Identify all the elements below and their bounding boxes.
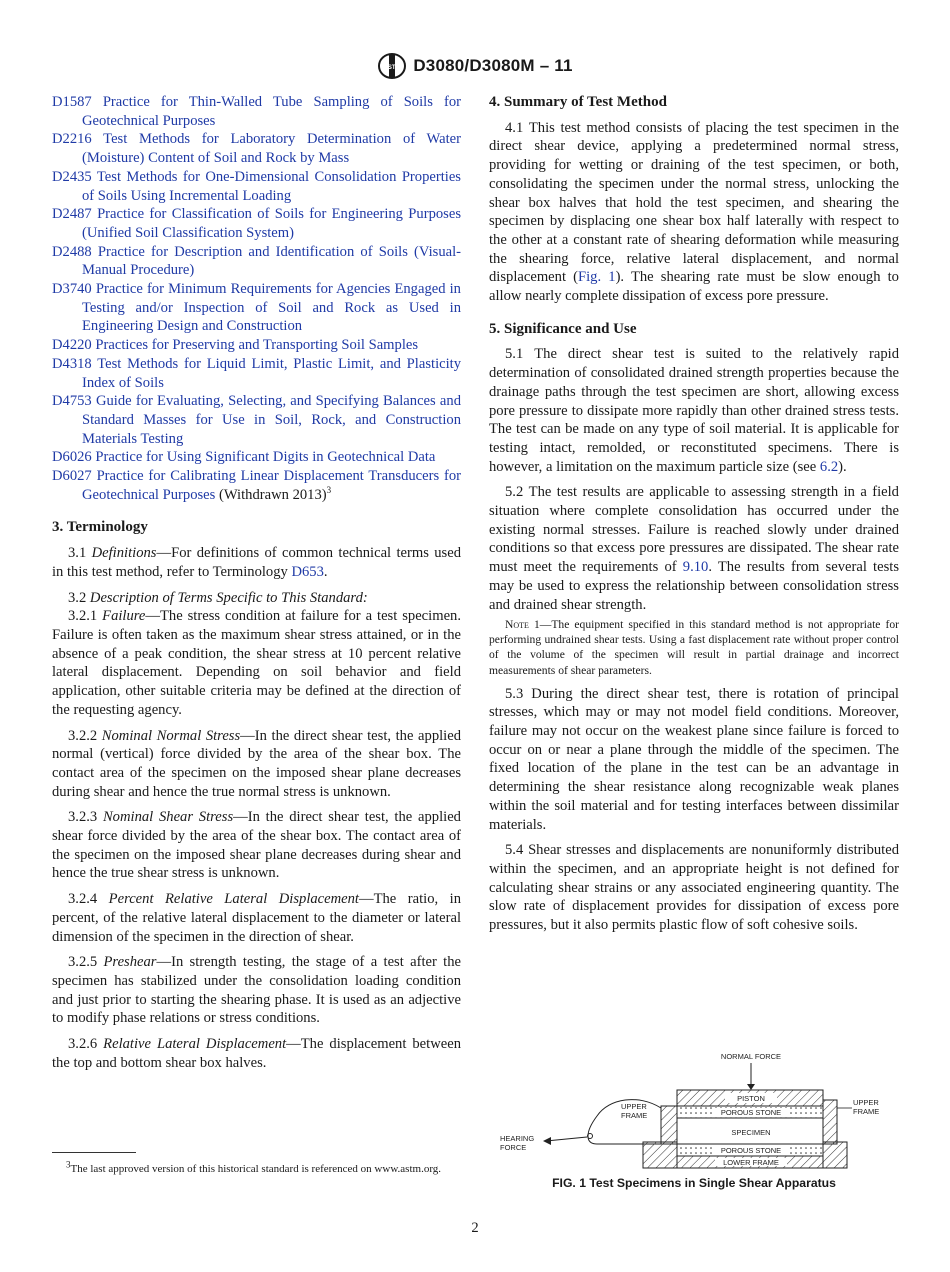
section-heading: 4. Summary of Test Method (489, 94, 667, 110)
reference-link[interactable]: D2435 (52, 168, 92, 185)
reference-item (52, 93, 461, 130)
reference-title[interactable]: Practice for Minimum Requirements for Agencies Engaged in Testing and/or Inspection of Soil and Rock as Used in Engineering Design and Construction (82, 281, 461, 335)
reference-link[interactable]: D2488 (52, 243, 92, 260)
reference-link[interactable]: D4318 (52, 355, 92, 372)
astm-logo-icon (377, 52, 407, 80)
paragraph-5-1: 5.1 The direct shear test is suited to the relatively rapid determination of consolidated drained strength properties because the drainage paths through the test specimen are short, allowing excess pore pressure to dissipate more rapidly than other drained stress tests. The test can be made on any type of soil material. It is applicable for testing intact, remolded, or reconstituted specimens. There is however, a limitation on the maximum particle size (see 6.2). (489, 346, 899, 475)
paragraph-3-2-2: 3.2.2 Nominal Normal Stress—In the direct shear test, the applied normal (vertical) force divided by the area of the shear box. The contact area of the specimen on the imposed shear plane decreases during shear and hence the true normal stress is unknown. (52, 727, 461, 800)
paragraph-3-2-3: 3.2.3 Nominal Shear Stress—In the direct shear test, the applied shear force divided by the area of the shear box. The contact area of the specimen on the imposed shear plane decreases during shear and hence the true shear stress is unknown. (52, 809, 461, 882)
paragraph-3-2-1: 3.2.1 Failure—The stress condition at failure for a test specimen. Failure is often taken as the maximum shear stress attained, or in the absence of a peak condition, the shear stress at 10 percent relative lateral displacement. Depending on soil behavior and field application, other suitable criteria may be defined at the direction of the requesting agency. (52, 608, 461, 718)
label-piston: PISTON (737, 1094, 765, 1103)
reference-link[interactable]: D1587 (52, 94, 92, 110)
label-upper-frame-left-2: FRAME (621, 1111, 648, 1120)
right-column (489, 93, 899, 935)
figure-link[interactable]: Fig. 1 (578, 269, 616, 286)
reference-item (52, 243, 461, 280)
section-link[interactable]: 6.2 (819, 458, 839, 475)
paragraph-3-2-5: 3.2.5 Preshear—In strength testing, the stage of a test after the specimen has stabilized under the consolidation loading condition and just prior to starting the shearing phase. It is used as an adjective to modify phase relations or stress conditions. (52, 954, 461, 1027)
reference-title[interactable]: Guide for Evaluating, Selecting, and Specifying Balances and Standard Masses for Use in Soil, Rock, and Construction Materials Testing (82, 393, 461, 447)
label-upper-frame-right: UPPER (853, 1098, 879, 1107)
label-upper-frame-left: UPPER (621, 1102, 647, 1111)
reference-link[interactable]: D3740 (52, 281, 92, 298)
reference-title[interactable]: Practice for Classification of Soils for Engineering Purposes (Unified Soil Classification System) (82, 206, 461, 241)
paragraph-3-1: 3.1 Definitions—For definitions of common technical terms used in this test method, refer to Terminology D653. (52, 545, 461, 580)
reference-item (52, 355, 461, 392)
paragraph-4-1: 4.1 This test method consists of placing the test specimen in the direct shear device, applying a predetermined normal stress, providing for wetting or draining of the test specimen, or both, consolidating the specimen under the normal stress, unlocking the shear box halves that hold the test specimen, and shearing the specimen by displacing one shear box half laterally with respect to the other at a constant rate of shearing deformation while measuring the shearing force, relative lateral displacement, and normal displacement (Fig. 1). The shearing rate must be slow enough to allow nearly complete dissipation of excess pore pressure. (489, 119, 899, 305)
label-porous-stone-top: POROUS STONE (720, 1108, 782, 1117)
shear-apparatus-diagram (489, 1046, 899, 1174)
reference-item (52, 392, 461, 448)
reference-title[interactable]: Practice for Using Significant Digits in Geotechnical Data (95, 449, 436, 466)
reference-title[interactable]: Practices for Preserving and Transporting Soil Samples (95, 337, 419, 354)
label-hearing-force-2: FORCE (500, 1143, 527, 1152)
label-normal-force: NORMAL FORCE (720, 1052, 782, 1061)
reference-title[interactable]: Test Methods for Liquid Limit, Plastic Limit, and Plasticity Index of Soils (82, 355, 462, 391)
label-hearing-force: HEARING (500, 1134, 535, 1143)
page-number: 2 (471, 1220, 479, 1236)
label-porous-stone-bottom: POROUS STONE (720, 1146, 782, 1155)
figure-1 (489, 1046, 899, 1190)
reference-link[interactable]: D4220 (52, 337, 92, 354)
label-upper-frame-right-2: FRAME (853, 1107, 880, 1116)
left-column (52, 93, 461, 1072)
figure-caption: FIG. 1 Test Specimens in Single Shear Apparatus (552, 1176, 836, 1190)
footnote: $^3$The last approved version of this historical standard is referenced on www.astm.org. (66, 1159, 442, 1175)
reference-title[interactable]: Practice for Description and Identification of Soils (Visual-Manual Procedure) (82, 243, 462, 279)
section-heading: 5. Significance and Use (489, 320, 637, 337)
reference-item (52, 336, 461, 355)
paragraph-3-2: 3.2 Description of Terms Specific to This Standard: (68, 589, 368, 606)
section-link[interactable]: 9.10 (682, 559, 709, 576)
label-lower-frame: LOWER FRAME (723, 1158, 779, 1167)
reference-title[interactable]: Test Methods for Laboratory Determination of Water (Moisture) Content of Soil and Rock by Mass (82, 131, 461, 167)
reference-link[interactable]: D6027 (52, 468, 92, 485)
reference-link[interactable]: D4753 (52, 393, 92, 410)
reference-item (52, 130, 461, 167)
page-header (0, 52, 950, 80)
reference-title[interactable]: Practice for Thin-Walled Tube Sampling of Soils for Geotechnical Purposes (82, 94, 461, 129)
paragraph-5-4: 5.4 Shear stresses and displacements are nonuniformly distributed within the specimen, and an appropriate height is not defined for calculating shear strains or any associated engineering quantity. The slow rate of displacement provides for dissipation of excess pore pressures, but it also permits plastic flow of soft cohesive soils. (489, 842, 899, 934)
footnote-mark: 3 (326, 484, 332, 495)
reference-item (52, 280, 461, 336)
paragraph-5-3: 5.3 During the direct shear test, there is rotation of principal stresses, which may or may not model field conditions. Moreover, failure may not occur on the weakest plane since failure is forced to occur on or near a plane through the middle of the specimen. The fixed location of the plane in the test can be an advantage in determining the shear resistance along recognizable weak planes within the soil material and for testing interfaces between dissimilar materials. (489, 685, 899, 833)
reference-item (52, 168, 461, 205)
reference-link[interactable]: D6026 (52, 449, 92, 466)
paragraph-5-2: 5.2 The test results are applicable to assessing strength in a field situation where complete consolidation has occurred under the existing normal stresses. Failure is reached slowly under drained conditions so that excess pore pressures are dissipated. The shear rate must meet the requirements of 9.10. The results from several tests may be used to express the relationship between consolidation stress and drained shear strength. (489, 484, 899, 613)
section-heading: 3. Terminology (52, 519, 148, 536)
terminology-link[interactable]: D653 (291, 563, 324, 580)
reference-item (52, 467, 461, 504)
reference-link[interactable]: D2487 (52, 206, 92, 223)
standard-designation: D3080/D3080M – 11 (413, 56, 573, 75)
reference-link[interactable]: D2216 (52, 131, 92, 148)
reference-title[interactable]: Test Methods for One-Dimensional Consolidation Properties of Soils Using Incremental Loading (82, 168, 461, 204)
note-1: Note 1—The equipment specified in this standard method is not appropriate for performing undrained shear tests. Using a fast displacement rate without proper control of the volume of the specimen will result in partial drainage and incorrect measurements of shear parameters. (489, 618, 899, 677)
logo-text: ASTM (383, 65, 401, 71)
reference-item (52, 205, 461, 242)
reference-suffix: (Withdrawn 2013) (215, 486, 327, 503)
reference-title[interactable]: Practice for Calibrating Linear Displacement Transducers for Geotechnical Purposes (82, 468, 461, 503)
paragraph-3-2-6: 3.2.6 Relative Lateral Displacement—The displacement between the top and bottom shear box halves. (52, 1036, 462, 1071)
reference-item (52, 448, 461, 467)
paragraph-3-2-4: 3.2.4 Percent Relative Lateral Displacement—The ratio, in percent, of the relative lateral displacement to the diameter or lateral dimension of the specimen in the direction of shear. (52, 891, 461, 945)
label-specimen: SPECIMEN (731, 1128, 771, 1137)
footnote-rule (52, 1152, 136, 1153)
reference-list (52, 93, 461, 504)
